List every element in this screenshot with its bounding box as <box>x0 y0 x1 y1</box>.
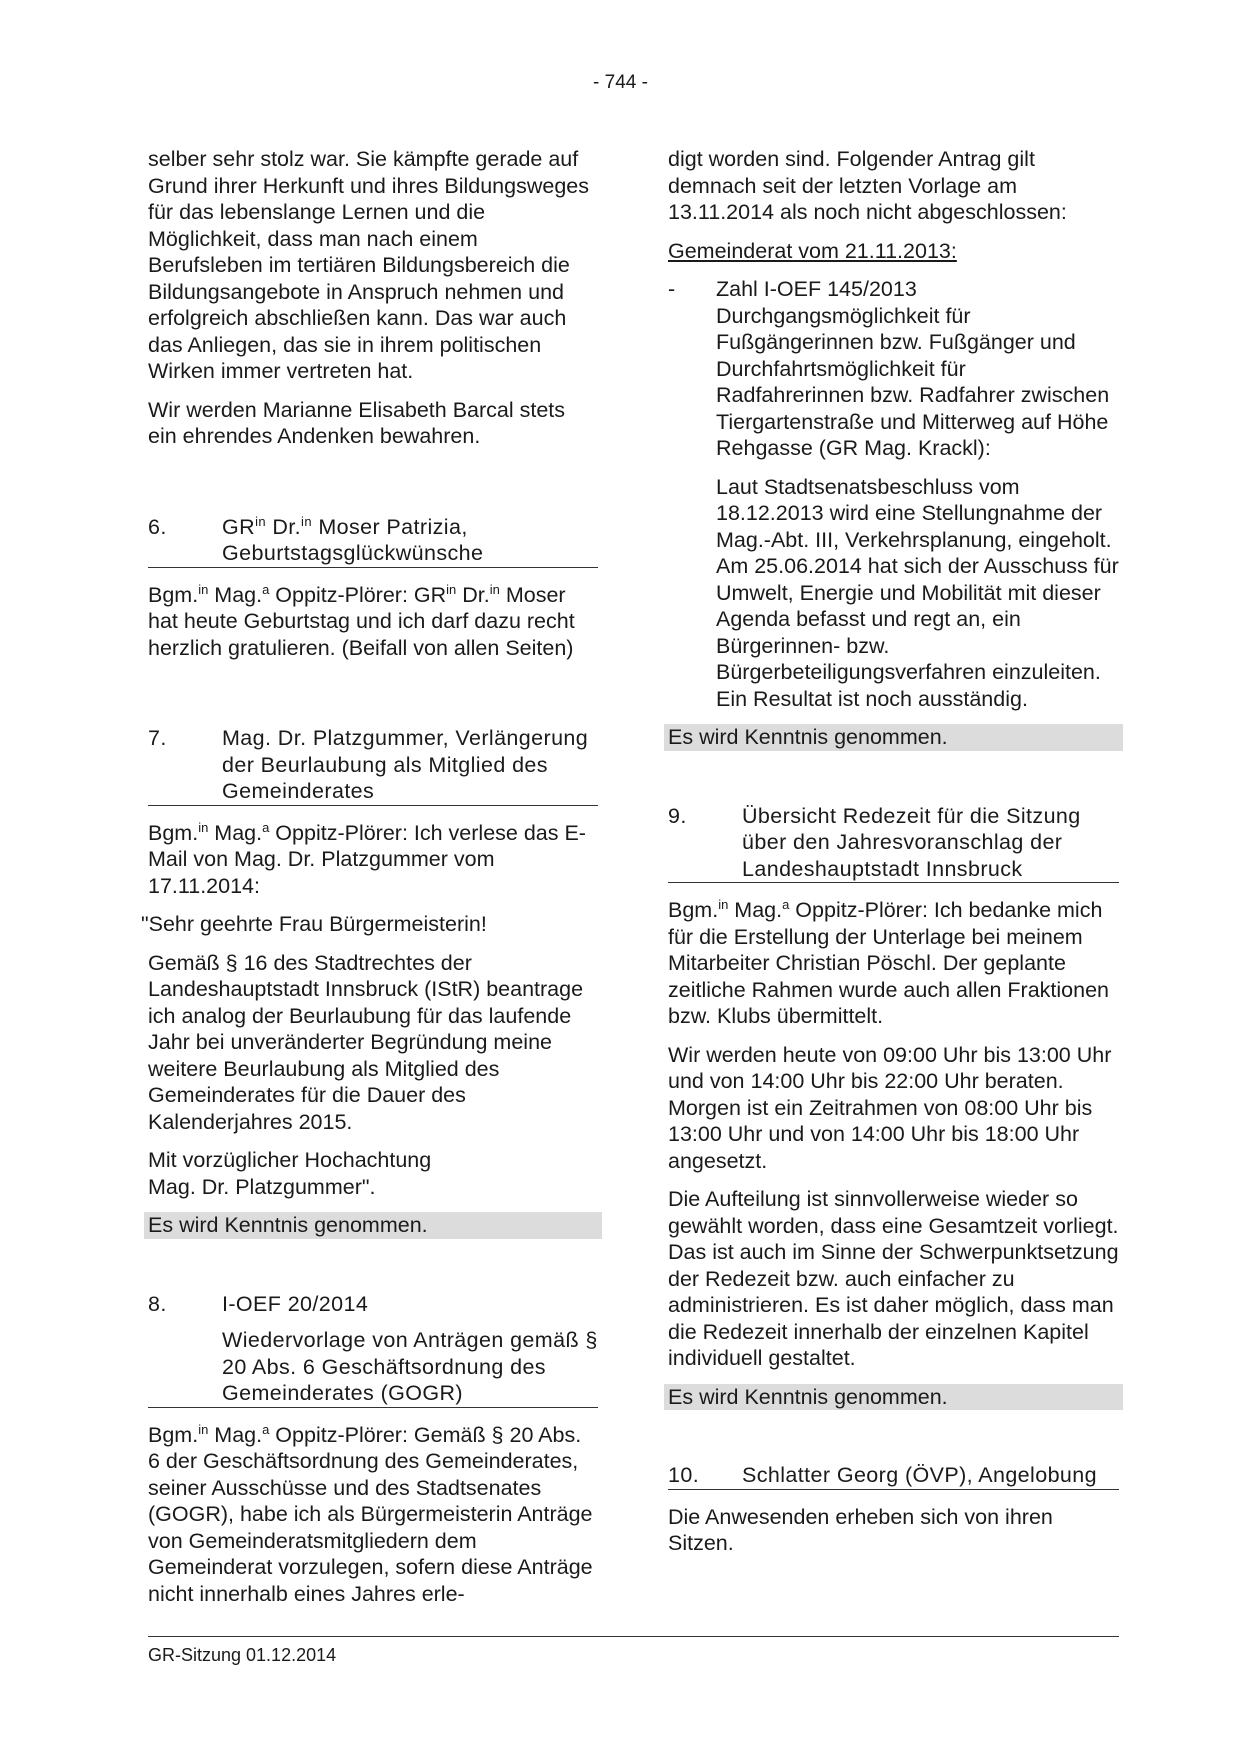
item-code: I-OEF 20/2014 <box>222 1291 369 1316</box>
right-column <box>668 146 1119 1569</box>
quote-closing: Mit vorzüglicher Hochachtung Mag. Dr. Platzgummer". <box>148 1148 432 1199</box>
page-number: - 744 - <box>593 72 648 93</box>
paragraph: Bgm.$^{in}$ Mag.$^a$ Oppitz-Plörer: Gemäß § 20 Abs. 6 der Geschäftsordnung des Gemeinderates, seiner Ausschüsse und des Stadtsenates (GOGR), habe ich als Bürgermeisterin Anträge von Gemeinderatsmitgliedern dem Gemeinderat vorzulegen, sofern diese Anträge nicht innerhalb eines Jahres erle- <box>148 1421 593 1606</box>
paragraph: Die Anwesenden erheben sich von ihren Sitzen. <box>668 1504 1053 1555</box>
item-number: 8. <box>148 1291 167 1316</box>
notice-noted: Es wird Kenntnis genommen. <box>664 724 1123 751</box>
notice-noted: Es wird Kenntnis genommen. <box>664 1384 1123 1411</box>
list-item <box>668 276 1119 462</box>
agenda-item-7 <box>148 725 598 806</box>
agenda-item-6 <box>148 514 598 568</box>
paragraph: Bgm.$^{in}$ Mag.$^a$ Oppitz-Plörer: Ich bedanke mich für die Erstellung der Unterlage bei meinem Mitarbeiter Christian Pöschl. Der geplante zeitliche Rahmen wurde auch allen Fraktionen bzw. Klubs übermittelt. <box>668 896 1109 1028</box>
agenda-item-8 <box>148 1291 598 1408</box>
paragraph: digt worden sind. Folgender Antrag gilt demnach seit der letzten Vorlage am 13.11.2014 als noch nicht abgeschlossen: <box>668 147 1067 224</box>
paragraph: Die Aufteilung ist sinnvollerweise wieder so gewählt worden, dass eine Gesamtzeit vorliegt. Das ist auch im Sinne der Schwerpunktsetzung der Redezeit bzw. auch einfacher zu administrieren. Es ist daher möglich, dass man die Redezeit innerhalb der einzelnen Kapitel individuell gestaltet. <box>668 1187 1119 1370</box>
item-title: Übersicht Redezeit für die Sitzung über den Jahresvoranschlag der Landeshauptstadt Innsbruck <box>742 803 1081 881</box>
item-number: 9. <box>668 803 687 828</box>
list-item-text: Zahl I-OEF 145/2013 Durchgangsmöglichkeit für Fußgängerinnen bzw. Fußgänger und Durchfahrtsmöglichkeit für Radfahrerinnen bzw. Radfahrer zwischen Tiergartenstraße und Mitterweg auf Höhe Rehgasse (GR Mag. Krackl): <box>716 277 1110 460</box>
notice-noted: Es wird Kenntnis genommen. <box>144 1212 602 1239</box>
quote-body: Gemäß § 16 des Stadtrechtes der Landeshauptstadt Innsbruck (IStR) beantrage ich analog der Beurlaubung für das laufende Jahr bei unveränderter Begründung meine weitere Beurlaubung als Mitglied des Gemeinderates für die Dauer des Kalenderjahres 2015. <box>148 950 584 1134</box>
paragraph: Bgm.$^{in}$ Mag.$^a$ Oppitz-Plörer: $GR^{in}$ Dr.$^{in}$ Moser hat heute Geburtstag und ich darf dazu recht herzlich gratulieren. (Beifall von allen Seiten) <box>148 581 575 660</box>
paragraph: selber sehr stolz war. Sie kämpfte gerade auf Grund ihrer Herkunft und ihres Bildungsweges für das lebenslange Lernen und die Möglichkeit, dass man nach einem Berufsleben im tertiären Bildungsbereich die Bildungsangebote in Anspruch nehmen und erfolgreich abschließen kann. Das war auch das Anliegen, das sie in ihrem politischen Wirken immer vertreten hat. <box>148 147 589 383</box>
agenda-item-10 <box>668 1462 1119 1490</box>
quote-salutation: "Sehr geehrte Frau Bürgermeisterin! <box>141 912 487 936</box>
agenda-item-9 <box>668 803 1119 884</box>
item-number: 6. <box>148 514 167 539</box>
paragraph: Bgm.$^{in}$ Mag.$^a$ Oppitz-Plörer: Ich verlese das E-Mail von Mag. Dr. Platzgummer vom 17.11.2014: <box>148 819 586 898</box>
footer-divider <box>148 1636 1119 1637</box>
footer-text: GR-Sitzung 01.12.2014 <box>148 1645 337 1665</box>
item-number: 10. <box>668 1463 700 1487</box>
paragraph: Wir werden heute von 09:00 Uhr bis 13:00 Uhr und von 14:00 Uhr bis 22:00 Uhr beraten. Morgen ist ein Zeitrahmen von 08:00 Uhr bis 13:00 Uhr und von 14:00 Uhr bis 18:00 Uhr angesetzt. <box>668 1042 1112 1173</box>
item-title: Wiedervorlage von Anträgen gemäß § 20 Abs. 6 Geschäftsordnung des Gemeinderates (GOGR) <box>222 1328 598 1405</box>
subheading: Gemeinderat vom 21.11.2013: <box>668 238 957 263</box>
item-title: $GR^{in}$ Dr.$^{in}$ Moser Patrizia, Geburtstagsglückwünsche <box>222 513 484 565</box>
paragraph: Laut Stadtsenatsbeschluss vom 18.12.2013 wird eine Stellungnahme der Mag.-Abt. III, Verkehrsplanung, eingeholt. Am 25.06.2014 hat sich der Ausschuss für Umwelt, Energie und Mobilität mit dieser Agenda befasst und regt an, ein Bürgerinnen- bzw. Bürgerbeteiligungsverfahren einzuleiten. Ein Resultat ist noch ausständig. <box>716 474 1119 711</box>
left-column <box>141 146 598 1619</box>
item-number: 7. <box>148 726 167 750</box>
bullet-dash: - <box>668 277 676 301</box>
item-title: Mag. Dr. Platzgummer, Verlängerung der Beurlaubung als Mitglied des Gemeinderates <box>222 726 589 803</box>
paragraph: Wir werden Marianne Elisabeth Barcal stets ein ehrendes Andenken bewahren. <box>148 397 566 448</box>
item-title: Schlatter Georg (ÖVP), Angelobung <box>742 1463 1098 1487</box>
